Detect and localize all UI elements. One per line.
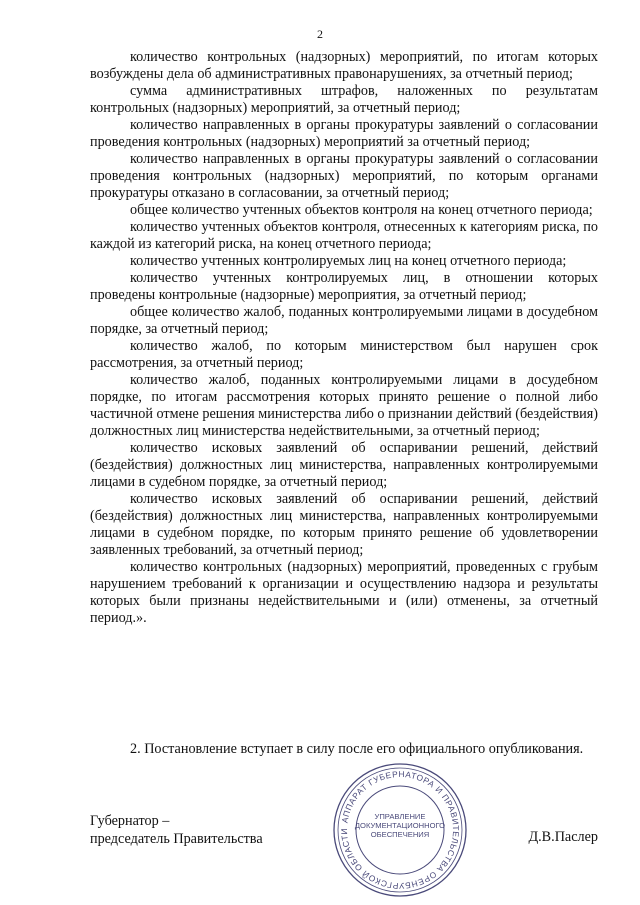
paragraph-11: количество жалоб, поданных контролируемыми лицами в досудебном порядке, по итогам рассмотрения которых принято решение о полной либо частичной отмене решения министерства либо о признании действий (бездействия) должностных лиц министерства недействительными, за отчетный период;: [90, 372, 598, 439]
paragraph-4: количество направленных в органы прокуратуры заявлений о согласовании проведения контрольных (надзорных) мероприятий, по которым органами прокуратуры отказано в согласовании, за отчетный период;: [90, 151, 598, 201]
paragraph-13: количество исковых заявлений об оспаривании решений, действий (бездействия) должностных лиц министерства, направленных контролируемыми лицами в судебном порядке, по которым принято решение об удовлетворении заявленных требований, за отчетный период;: [90, 491, 598, 558]
signature-title: [90, 812, 263, 848]
closing-section: [90, 741, 598, 758]
paragraph-6: количество учтенных объектов контроля, отнесенных к категориям риска, по каждой из категорий риска, на конец отчетного периода;: [90, 219, 598, 252]
paragraph-7: количество учтенных контролируемых лиц на конец отчетного периода;: [130, 253, 567, 269]
stamp-center-line-3: ОБЕСПЕЧЕНИЯ: [370, 830, 430, 839]
signature-name: Д.В.Паслер: [528, 829, 598, 845]
stamp-center-line-2: ДОКУМЕНТАЦИОННОГО: [354, 821, 446, 830]
stamp-center-text: [330, 812, 470, 839]
closing-paragraph: 2. Постановление вступает в силу после его официального опубликования.: [130, 741, 584, 757]
paragraph-8: количество учтенных контролируемых лиц, в отношении которых проведены контрольные (надзорные) мероприятия, за отчетный период;: [90, 270, 598, 303]
paragraph-5: общее количество учтенных объектов контроля на конец отчетного периода;: [130, 202, 593, 218]
paragraph-14: количество контрольных (надзорных) мероприятий, проведенных с грубым нарушением требований к организации и осуществлению надзора и результаты которых были признаны недействительными и (или) отменены, за отчетный период.».: [90, 559, 598, 626]
signature-title-line-2: председатель Правительства: [90, 831, 263, 847]
signature-title-line-1: Губернатор –: [90, 813, 170, 829]
official-stamp: [330, 760, 470, 900]
paragraph-2: сумма административных штрафов, наложенных по результатам контрольных (надзорных) мероприятий, за отчетный период;: [90, 83, 598, 116]
paragraph-10: количество жалоб, по которым министерством был нарушен срок рассмотрения, за отчетный период;: [90, 338, 598, 371]
paragraph-1: количество контрольных (надзорных) мероприятий, по итогам которых возбуждены дела об административных правонарушениях, за отчетный период;: [90, 49, 598, 82]
stamp-center-line-1: УПРАВЛЕНИЕ: [374, 812, 426, 821]
paragraph-12: количество исковых заявлений об оспаривании решений, действий (бездействия) должностных лиц министерства, направленных контролируемыми лицами в судебном порядке, за отчетный период;: [90, 440, 598, 490]
paragraph-9: общее количество жалоб, поданных контролируемыми лицами в досудебном порядке, за отчетный период;: [90, 304, 598, 337]
body-text: [90, 49, 598, 627]
paragraph-3: количество направленных в органы прокуратуры заявлений о согласовании проведения контрольных (надзорных) мероприятий за отчетный период;: [90, 117, 598, 150]
page-number: 2: [317, 27, 323, 41]
stamp-ring-text: АППАРАТ ГУБЕРНАТОРА И ПРАВИТЕЛЬСТВА ОРЕНБУРГСКОЙ ОБЛАСТИ: [338, 768, 462, 892]
